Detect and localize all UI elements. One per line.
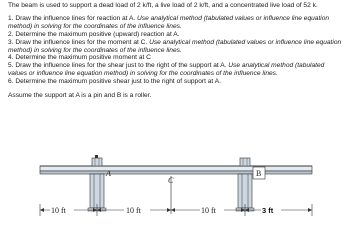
span-2-label: 10 ft xyxy=(126,206,141,215)
span-1-label: 10 ft xyxy=(51,206,66,215)
label-point-c: C xyxy=(168,176,174,185)
span-4-label: 3 ft xyxy=(262,206,274,215)
span-3-label: 10 ft xyxy=(201,206,216,215)
task-5-text: 5. Draw the influence lines for the shear just to the right of the support at A. xyxy=(8,62,229,70)
task-3-note: Use analytical method (tabulated values or influence line equation method) in solving for the coordinates of the influence lines. xyxy=(8,38,342,54)
task-5-note: Use analytical method (tabulated values or influence line equation method) in solving for the coordinates of the influence lines. xyxy=(8,62,325,78)
column-a xyxy=(88,155,106,211)
support-assumption: Assume the support at A is a pin and B is a roller. xyxy=(8,92,152,100)
task-1-text: 1. Draw the influence lines for reaction at A. xyxy=(8,14,138,22)
label-point-a: A xyxy=(106,169,111,178)
task-6-text: 6. Determine the maximum positive shear just to the right of support at A. xyxy=(8,78,221,86)
task-1-note: Use analytical method (tabulated values or influence line equation method) in solving for the coordinates of the influence lines. xyxy=(8,14,330,30)
label-point-b: B xyxy=(256,169,262,178)
task-3-text: 3. Draw the influence lines for the moment at C. xyxy=(8,38,150,46)
task-4-text: 4. Determine the maximum positive moment at C xyxy=(8,54,151,62)
beam xyxy=(40,166,312,174)
task-2-text: 2. Determine the maximum positive (upward) reaction at A. xyxy=(8,30,180,38)
problem-intro: The beam is used to support a dead load of 2 k/ft, a live load of 2 k/ft, and a concentrated live load of 52 k. xyxy=(8,2,318,9)
